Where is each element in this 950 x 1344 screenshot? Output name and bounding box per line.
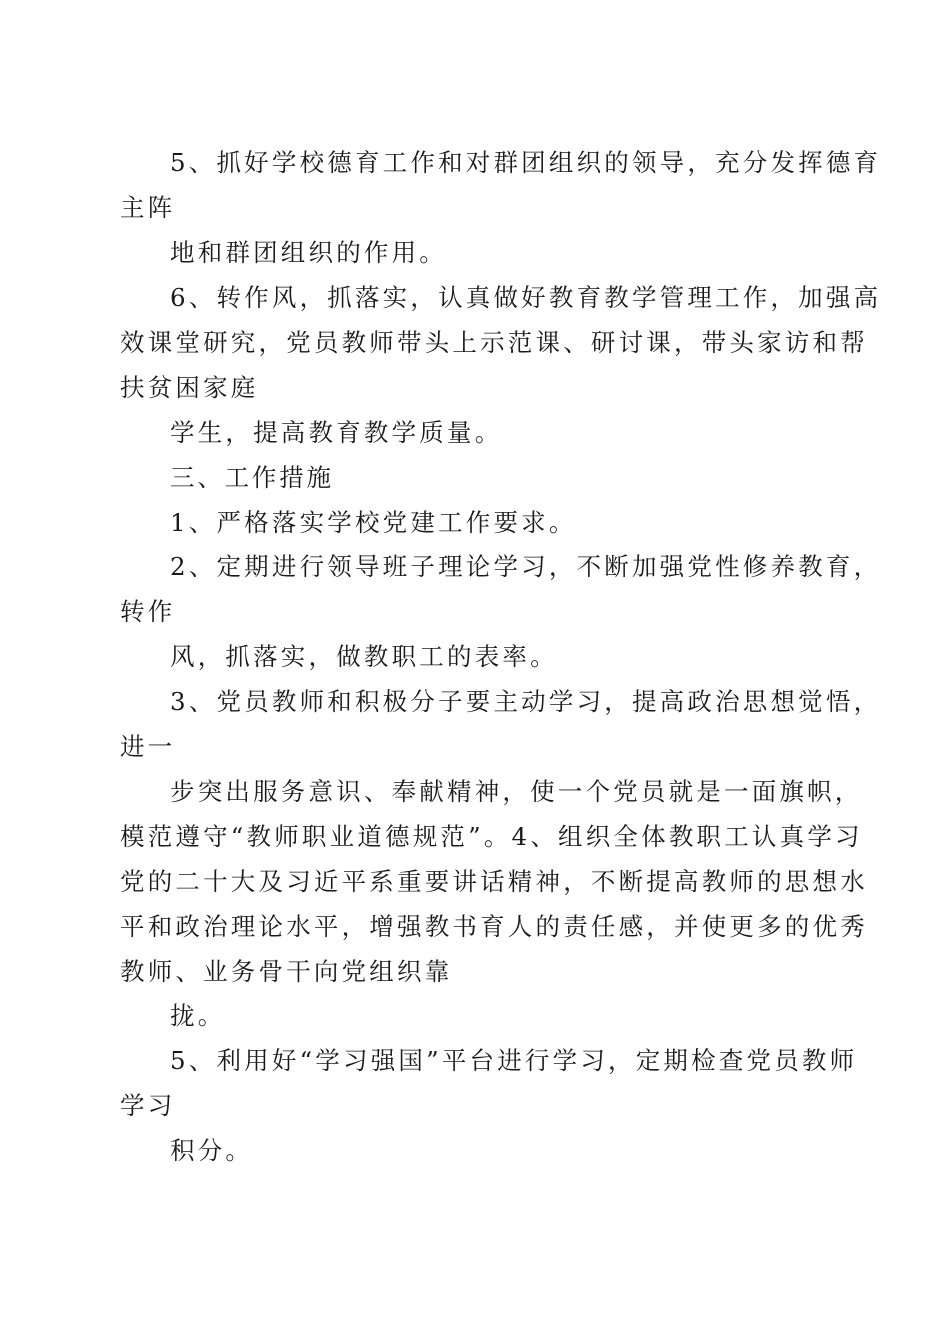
paragraph-5-line-2: 主阵: [120, 193, 176, 222]
measure-2-line-1: 2、定期进行领导班子理论学习，不断加强党性修养教育，: [170, 552, 882, 581]
measure-3-line-2: 进一: [120, 732, 176, 761]
measure-5-line-2: 学习: [120, 1091, 176, 1120]
paragraph-5-line-1: 5、抓好学校德育工作和对群团组织的领导，充分发挥德育: [170, 148, 882, 177]
measure-4-line-5: 拢。: [170, 1001, 226, 1030]
measure-4-line-2: 党的二十大及习近平系重要讲话精神，不断提高教师的思想水: [120, 867, 868, 896]
paragraph-6-line-2: 效课堂研究，党员教师带头上示范课、研讨课，带头家访和帮: [120, 328, 868, 357]
paragraph-6-line-4: 学生，提高教育教学质量。: [170, 418, 503, 447]
measure-4-line-3: 平和政治理论水平，增强教书育人的责任感，并使更多的优秀: [120, 912, 868, 941]
measure-2-line-2: 转作: [120, 597, 176, 626]
measure-5-line-3: 积分。: [170, 1136, 254, 1165]
measure-3-line-1: 3、党员教师和积极分子要主动学习，提高政治思想觉悟，: [170, 687, 882, 716]
paragraph-6-line-3: 扶贫困家庭: [120, 373, 259, 402]
measure-2-line-3: 风，抓落实，做教职工的表率。: [170, 642, 558, 671]
measure-4-line-4: 教师、业务骨干向党组织靠: [120, 957, 453, 986]
measure-3-line-3: 步突出服务意识、奉献精神，使一个党员就是一面旗帜，: [170, 777, 863, 806]
section-heading: 三、工作措施: [170, 463, 334, 492]
paragraph-5-line-3: 地和群团组织的作用。: [170, 238, 447, 267]
measure-1-line-1: 1、严格落实学校党建工作要求。: [170, 508, 577, 537]
measure-3-line-4: 模范遵守“教师职业道德规范”。4、组织全体教职工认真学习: [120, 822, 863, 851]
paragraph-6-line-1: 6、转作风，抓落实，认真做好教育教学管理工作，加强高: [170, 283, 882, 312]
measure-5-line-1: 5、利用好“学习强国”平台进行学习，定期检查党员教师: [170, 1046, 858, 1075]
